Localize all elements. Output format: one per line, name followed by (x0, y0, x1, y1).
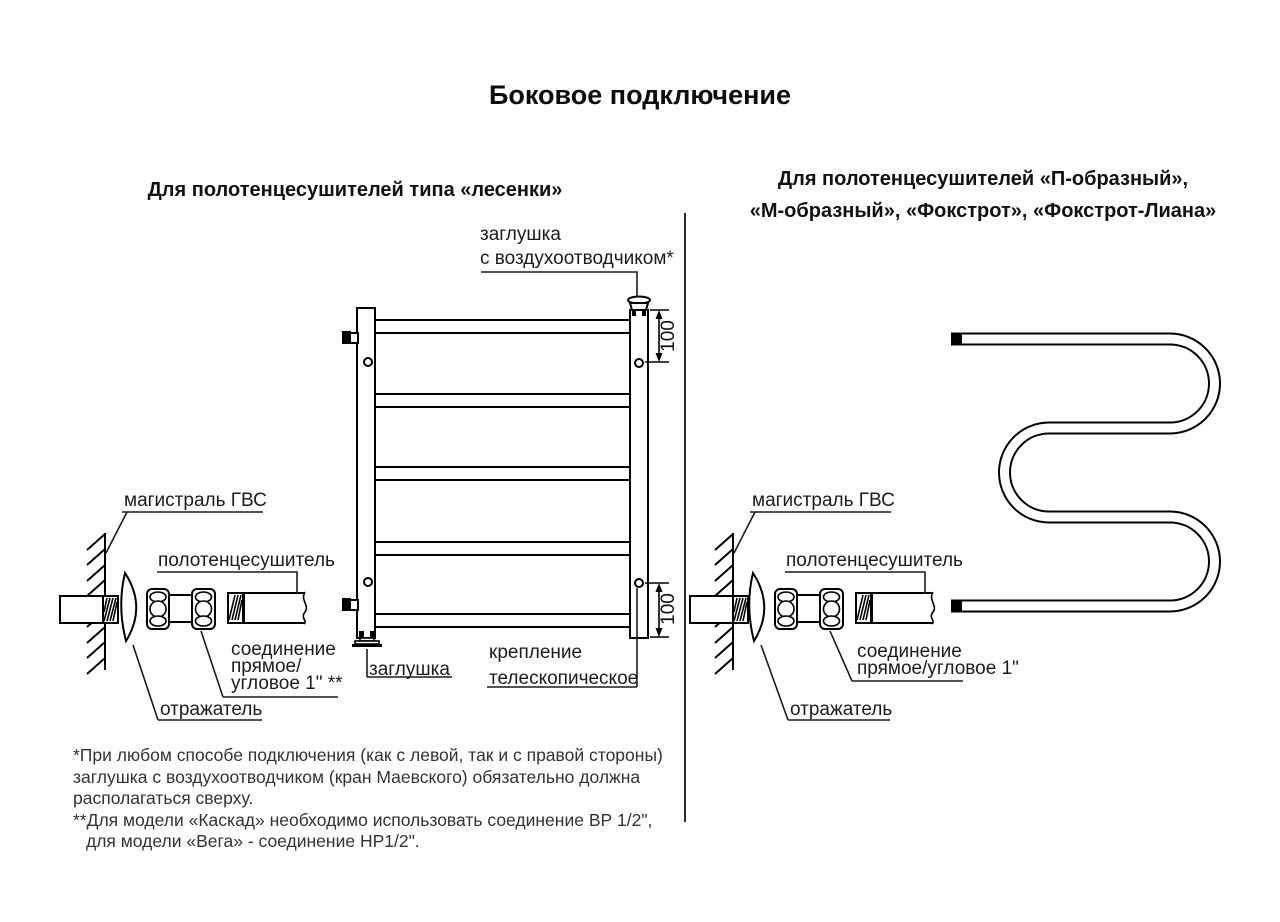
telescopic-bracket-label: крепление телескопическое (489, 642, 639, 689)
footnote-line1: *При любом способе подключения (как с левой, так и с правой стороны) (73, 745, 663, 765)
union-fitting-right (775, 589, 843, 629)
hot-water-main-label-right: магистраль ГВС (752, 490, 895, 511)
reflector-label-left: отражатель (160, 699, 263, 720)
connection-label-right: соединение прямое/угловое 1" (857, 641, 1019, 679)
heading-ladder-type: Для полотенцесушителей типа «лесенки» (147, 179, 563, 201)
union-fitting-left (147, 589, 215, 629)
reflector-right (749, 573, 764, 641)
heading-serpentine-line1: Для полотенцесушителей «П-образный», (777, 168, 1189, 190)
footnote-line4: **Для модели «Каскад» необходимо использовать соединение ВР 1/2", (73, 809, 653, 830)
heading-serpentine-types (693, 163, 1273, 227)
connection-label-left: соединение прямое/ угловое 1" ** (231, 639, 343, 694)
side-connector-top (342, 331, 358, 344)
plug-label: заглушка (369, 659, 450, 680)
towel-rail-stub-right (856, 592, 934, 624)
footnote-line5: для модели «Вега» - соединение НР1/2". (86, 831, 420, 851)
towel-rail-label-right: полотенцесушитель (786, 550, 963, 571)
threaded-end-top (951, 333, 962, 346)
reflector-label-right: отражатель (790, 699, 893, 720)
reflector-left (121, 573, 136, 641)
dimension-100-bottom: 100 (658, 593, 679, 625)
supply-pipe-left (60, 596, 118, 623)
heading-serpentine-line2: «М-образный», «Фокстрот», «Фокстрот-Лиана» (749, 200, 1217, 222)
footnotes (73, 745, 663, 853)
hot-water-main-label-left: магистраль ГВС (124, 490, 267, 511)
footnote-line2: заглушка с воздухоотводчиком (кран Маевского) обязательно должна (73, 766, 641, 787)
dimension-100-top: 100 (658, 320, 679, 352)
ladder-rungs (370, 320, 635, 627)
side-connector-bottom (342, 598, 358, 611)
threaded-end-bottom (951, 600, 962, 613)
towel-rail-label-left: полотенцесушитель (158, 550, 335, 571)
air-vent-plug-label: заглушка с воздухоотводчиком* (480, 224, 674, 269)
supply-pipe-right (690, 596, 748, 623)
serpentine-towel-rail (951, 333, 1215, 613)
towel-rail-stub-left (228, 592, 306, 624)
page-title: Боковое подключение (488, 80, 792, 110)
ladder-towel-rail (342, 297, 650, 648)
footnote-line3: располагаться сверху. (73, 788, 254, 808)
